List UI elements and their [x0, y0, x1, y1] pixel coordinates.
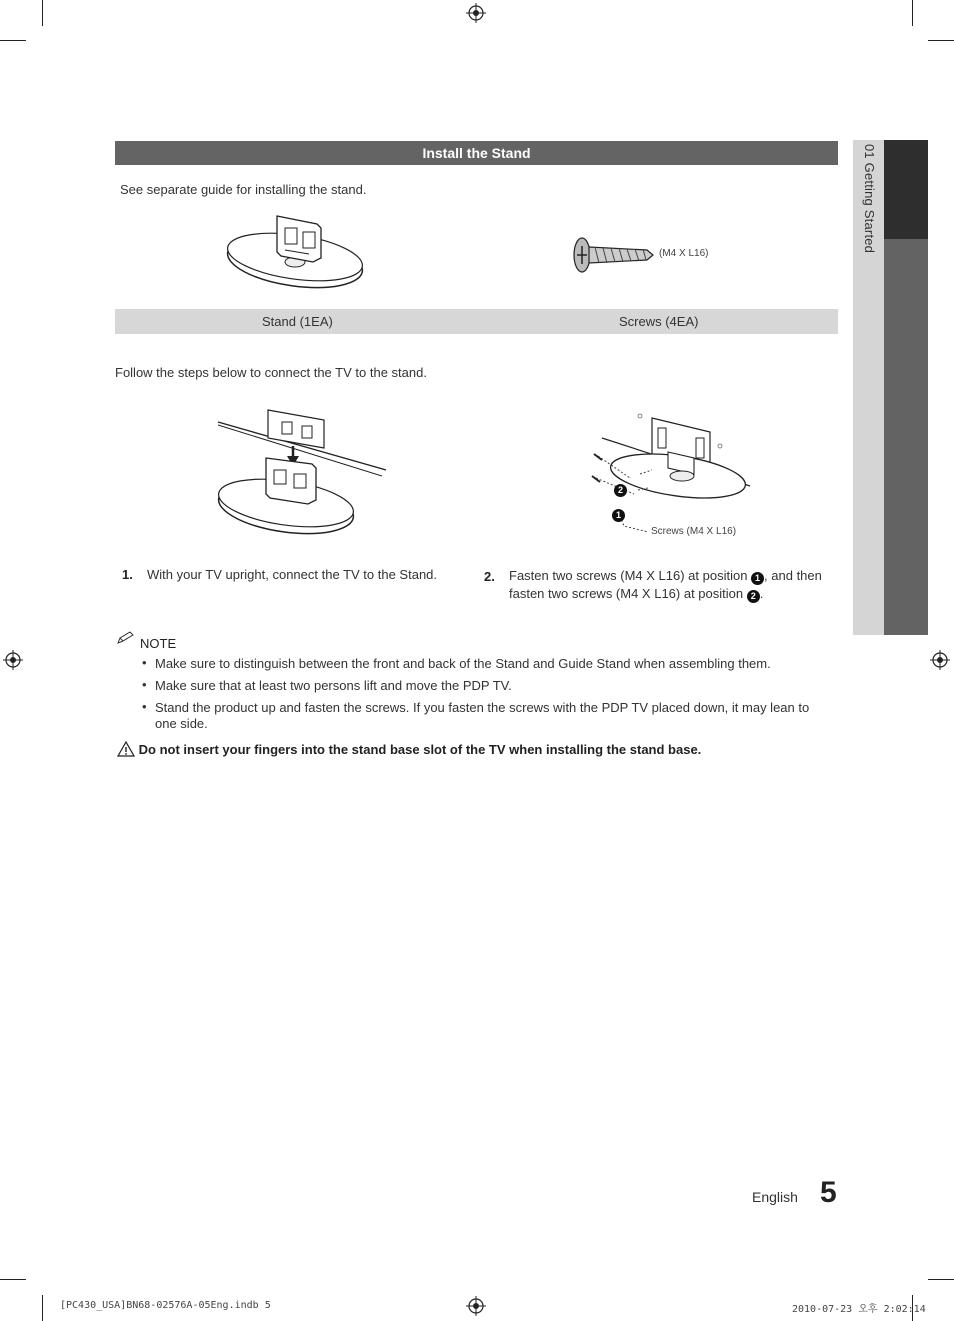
crop-mark — [0, 40, 26, 41]
position-marker-2: 2 — [747, 590, 760, 603]
step1-text: With your TV upright, connect the TV to the Stand. — [147, 567, 438, 582]
stand-illustration — [225, 210, 370, 296]
position-marker-1: 1 — [751, 572, 764, 585]
crop-mark — [42, 1295, 43, 1321]
crop-mark — [0, 1279, 26, 1280]
warning-line — [117, 741, 701, 757]
screws-label: Screws (4EA) — [619, 314, 699, 329]
note-title: NOTE — [140, 636, 177, 651]
step2-number: 2. — [484, 569, 495, 584]
warning-triangle-icon — [117, 741, 135, 757]
stand-label: Stand (1EA) — [262, 314, 333, 329]
footer-language: English — [752, 1189, 798, 1205]
note-pencil-icon — [116, 631, 136, 645]
note-item: • Make sure that at least two persons lift and move the PDP TV. — [142, 678, 832, 694]
screws-callout: Screws (M4 X L16) — [651, 526, 737, 537]
crop-mark — [42, 0, 43, 26]
chapter-label: 01 Getting Started — [862, 144, 877, 254]
chapter-tab-marker — [884, 140, 928, 239]
registration-mark-icon — [466, 1296, 486, 1316]
note-item: • Make sure to distinguish between the front and back of the Stand and Guide Stand when assembling them. — [142, 656, 832, 672]
registration-mark-icon — [466, 3, 486, 23]
step1-illustration — [216, 404, 391, 541]
screw-icon — [573, 236, 655, 274]
warning-text: Do not insert your fingers into the stand base slot of the TV when installing the stand base. — [138, 742, 702, 757]
position-marker-2: 2 — [614, 484, 627, 497]
screw-spec: (M4 X L16) — [659, 248, 709, 259]
chapter-tab-strip — [884, 239, 928, 635]
components-label-row — [115, 309, 838, 334]
intro-text: See separate guide for installing the stand. — [120, 182, 367, 197]
print-slug-file: [PC430_USA]BN68-02576A-05Eng.indb 5 — [60, 1300, 271, 1311]
print-slug-date: 2010-07-23 오후 2:02:14 — [792, 1304, 926, 1315]
note-item: • Stand the product up and fasten the screws. If you fasten the screws with the PDP TV placed down, it may lean to one side. — [142, 700, 832, 732]
section-title: Install the Stand — [422, 145, 531, 161]
follow-text: Follow the steps below to connect the TV to the stand. — [115, 365, 427, 380]
position-marker-1: 1 — [612, 509, 625, 522]
section-title-bar — [115, 141, 838, 165]
crop-mark — [928, 1279, 954, 1280]
step2-text: Fasten two screws (M4 X L16) at position 1 , and then fasten two screws (M4 X L16) at position 2 . — [509, 568, 822, 601]
page-number: 5 — [820, 1176, 837, 1209]
registration-mark-icon — [930, 650, 950, 670]
crop-mark — [928, 40, 954, 41]
step1-number: 1. — [122, 567, 133, 582]
crop-mark — [912, 0, 913, 26]
note-list — [142, 656, 832, 738]
registration-mark-icon — [3, 650, 23, 670]
